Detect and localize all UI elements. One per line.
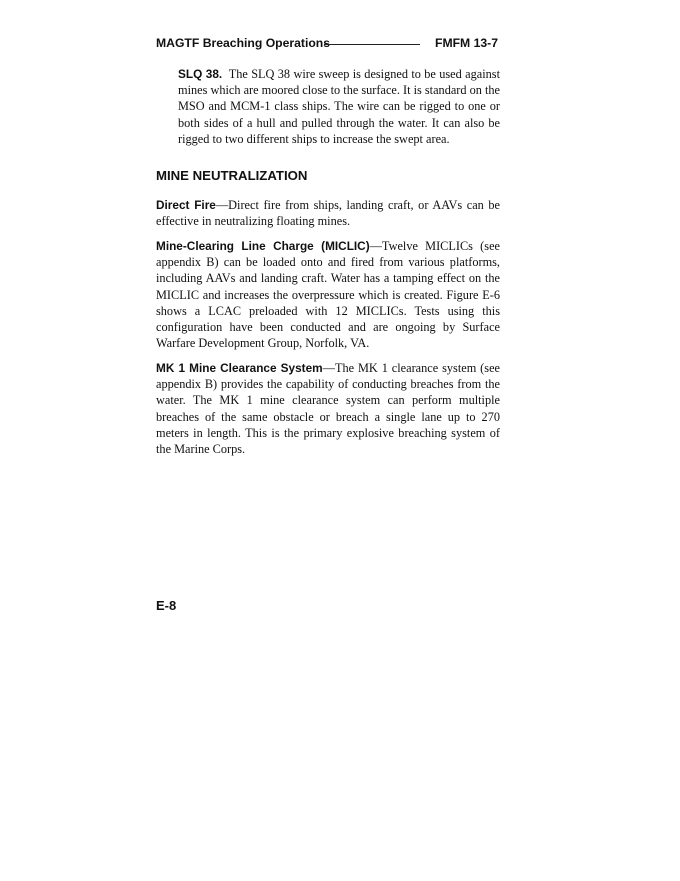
direct-fire-paragraph bbox=[156, 197, 500, 229]
slq38-text: The SLQ 38 wire sweep is designed to be used against mines which are moored close to the surface. It is standard on the MSO and MCM-1 class ships. The wire can be rigged to one or both sides of a hull and pulled through the water. It can also be rigged to two different ships to increase the swept area. bbox=[178, 67, 501, 146]
header-document-id: FMFM 13-7 bbox=[435, 36, 498, 50]
miclic-lead: Mine-Clearing Line Charge (MICLIC) bbox=[156, 239, 370, 253]
running-header bbox=[156, 36, 498, 52]
mk1-paragraph bbox=[156, 360, 500, 457]
slq38-paragraph bbox=[178, 66, 500, 147]
header-rule bbox=[324, 44, 420, 45]
direct-fire-text: —Direct fire from ships, landing craft, or AAVs can be effective in neutralizing floating mines. bbox=[156, 198, 500, 229]
slq38-lead: SLQ 38. bbox=[178, 67, 223, 81]
page-number: E-8 bbox=[156, 598, 177, 613]
section-title: MINE NEUTRALIZATION bbox=[156, 168, 308, 183]
miclic-paragraph bbox=[156, 238, 500, 351]
mk1-lead: MK 1 Mine Clearance System bbox=[156, 361, 323, 375]
direct-fire-lead: Direct Fire bbox=[156, 198, 216, 212]
header-title: MAGTF Breaching Operations bbox=[156, 36, 331, 50]
mk1-text: —The MK 1 clearance system (see appendix B) provides the capability of conducting breaches from the water. The MK 1 mine clearance system can perform multiple breaches of the same obstacle or breach a single lane up to 270 meters in length. This is the primary explosive breaching system of the Marine Corps. bbox=[156, 361, 500, 457]
miclic-text: —Twelve MICLICs (see appendix B) can be loaded onto and fired from various platforms, including AAVs and landing craft. Water has a tamping effect on the MICLIC and increases the overpressure which is created. Figure E-6 shows a LCAC preloaded with 12 MICLICs. Tests using this configuration have been conducted and are ongoing by Surface Warfare Development Group, Norfolk, VA. bbox=[156, 239, 500, 351]
